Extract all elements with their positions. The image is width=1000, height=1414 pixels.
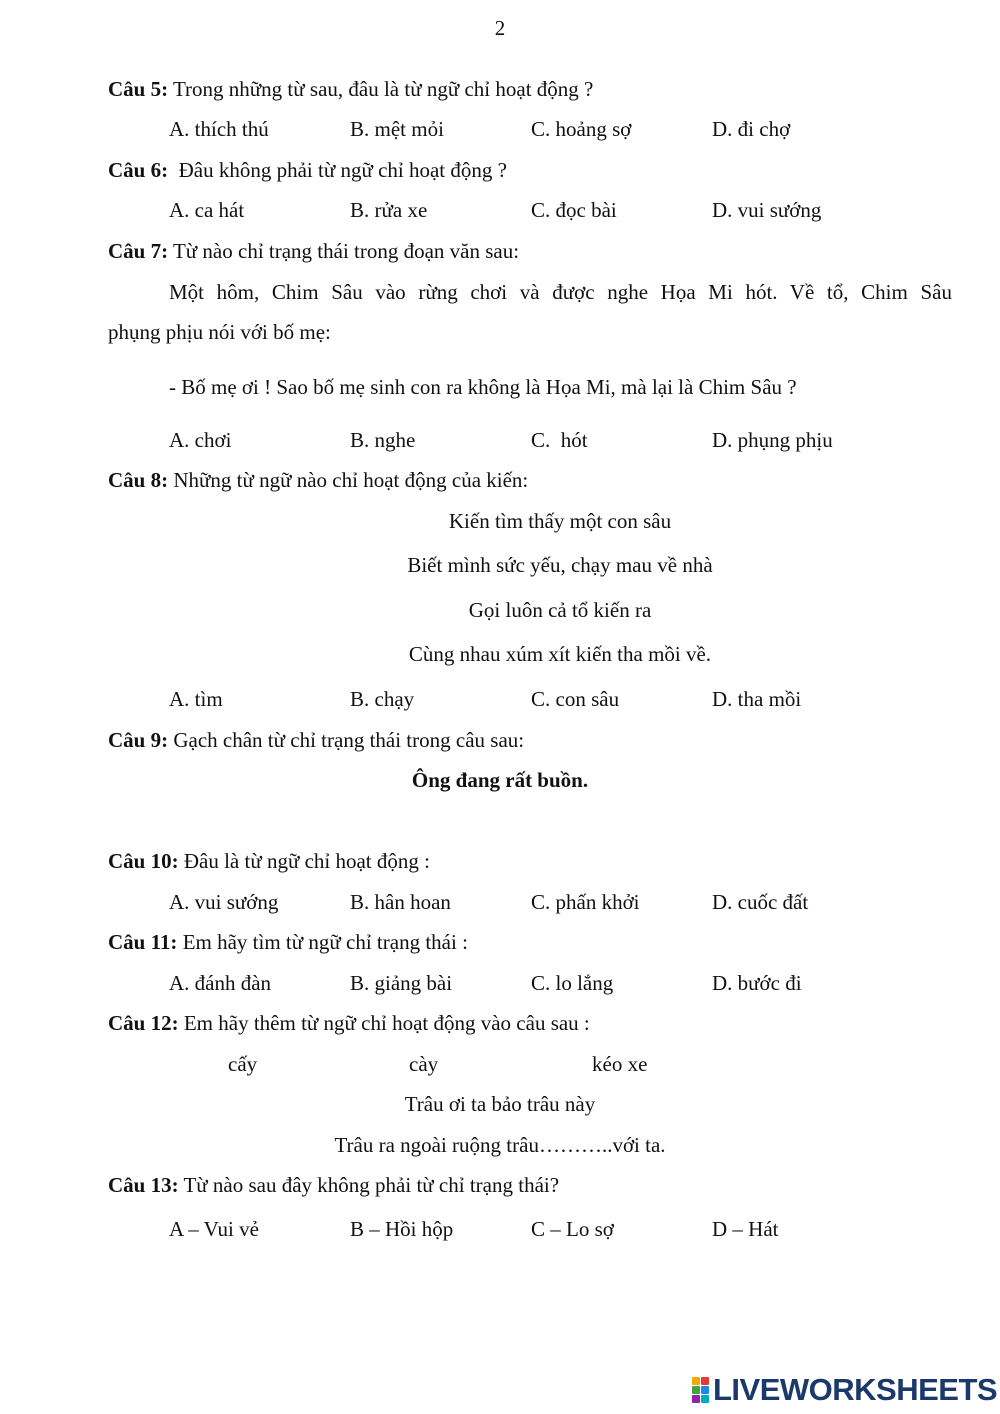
option-b[interactable]: B. hân hoan (350, 890, 451, 914)
logo-text: LIVEWORKSHEETS (713, 1372, 998, 1407)
poem-line: Cùng nhau xúm xít kiến tha mồi về. (408, 642, 712, 666)
target-sentence[interactable]: Ông đang rất buồn. (411, 768, 589, 792)
options-6 (0, 198, 1000, 224)
option-c[interactable]: C. hót (531, 428, 588, 452)
question-12 (108, 1011, 590, 1036)
question-label: Câu 10: (108, 849, 179, 873)
option-b[interactable]: B – Hồi hộp (350, 1217, 454, 1241)
option-a[interactable]: A. thích thú (169, 117, 269, 141)
question-8 (108, 468, 528, 493)
question-label: Câu 5: (108, 77, 169, 101)
question-7 (108, 239, 519, 264)
page-number: 2 (494, 16, 506, 40)
option-a[interactable]: A. vui sướng (169, 890, 279, 914)
word-bank (0, 1052, 1000, 1078)
question-text: Đâu không phải từ ngữ chỉ hoạt động ? (168, 158, 507, 182)
option-d[interactable]: D. đi chợ (712, 117, 791, 141)
poem-line: Trâu ơi ta bảo trâu này (404, 1092, 596, 1116)
options-7 (0, 428, 1000, 454)
word-bank-item[interactable]: kéo xe (592, 1052, 648, 1076)
options-5 (0, 117, 1000, 143)
logo-square (692, 1386, 700, 1394)
question-label: Câu 11: (108, 930, 178, 954)
logo-square (692, 1395, 700, 1403)
option-a[interactable]: A – Vui vẻ (169, 1217, 259, 1241)
option-d[interactable]: D. tha mồi (712, 687, 802, 711)
logo-square (701, 1386, 709, 1394)
options-11 (0, 971, 1000, 997)
question-text: Từ nào sau đây không phải từ chỉ trạng thái? (178, 1173, 560, 1197)
word-bank-item[interactable]: cày (409, 1052, 439, 1076)
question-text: Từ nào chỉ trạng thái trong đoạn văn sau: (168, 239, 520, 263)
question-text: Em hãy tìm từ ngữ chỉ trạng thái : (177, 930, 468, 954)
option-c[interactable]: C – Lo sợ (531, 1217, 614, 1241)
option-d[interactable]: D. vui sướng (712, 198, 822, 222)
option-a[interactable]: A. chơi (169, 428, 232, 452)
logo-square (701, 1395, 709, 1403)
question-text: Em hãy thêm từ ngữ chỉ hoạt động vào câu sau : (178, 1011, 590, 1035)
poem-line: Kiến tìm thấy một con sâu (448, 509, 672, 533)
question-6 (108, 158, 507, 183)
question-text: Trong những từ sau, đâu là từ ngữ chỉ hoạt động ? (168, 77, 594, 101)
option-b[interactable]: B. rửa xe (350, 198, 428, 222)
liveworksheets-logo (692, 1373, 997, 1407)
option-b[interactable]: B. giảng bài (350, 971, 453, 995)
option-b[interactable]: B. chạy (350, 687, 415, 711)
logo-mark-icon (692, 1377, 709, 1403)
options-10 (0, 890, 1000, 916)
option-d[interactable]: D. cuốc đất (712, 890, 809, 914)
option-a[interactable]: A. ca hát (169, 198, 245, 222)
question-label: Câu 9: (108, 728, 169, 752)
question-text: Những từ ngữ nào chỉ hoạt động của kiến: (168, 468, 529, 492)
options-13 (0, 1217, 1000, 1243)
option-c[interactable]: C. hoảng sợ (531, 117, 632, 141)
question-13 (108, 1173, 559, 1198)
poem-line: Biết mình sức yếu, chạy mau về nhà (407, 553, 713, 577)
question-text: Đâu là từ ngữ chỉ hoạt động : (178, 849, 430, 873)
question-label: Câu 7: (108, 239, 169, 263)
option-a[interactable]: A. tìm (169, 687, 223, 711)
option-a[interactable]: A. đánh đàn (169, 971, 272, 995)
question-label: Câu 6: (108, 158, 169, 182)
question-label: Câu 13: (108, 1173, 179, 1197)
word-bank-item[interactable]: cấy (228, 1052, 258, 1076)
question-label: Câu 8: (108, 468, 169, 492)
logo-square (692, 1377, 700, 1385)
option-c[interactable]: C. phấn khởi (531, 890, 640, 914)
option-b[interactable]: B. nghe (350, 428, 416, 452)
option-c[interactable]: C. con sâu (531, 687, 620, 711)
option-c[interactable]: C. lo lắng (531, 971, 614, 995)
fill-blank-line[interactable]: Trâu ra ngoài ruộng trâu………..với ta. (334, 1133, 666, 1157)
option-d[interactable]: D – Hát (712, 1217, 779, 1241)
question-label: Câu 12: (108, 1011, 179, 1035)
question-text: Gạch chân từ chỉ trạng thái trong câu sau: (168, 728, 525, 752)
option-b[interactable]: B. mệt mỏi (350, 117, 444, 141)
poem-line: Gọi luôn cả tổ kiến ra (468, 598, 652, 622)
question-5 (108, 77, 593, 102)
options-8 (0, 687, 1000, 713)
passage-line-2: phụng phịu nói với bố mẹ: (108, 320, 331, 344)
logo-square (701, 1377, 709, 1385)
dialogue-line: - Bố mẹ ơi ! Sao bố mẹ sinh con ra không là Họa Mi, mà lại là Chim Sâu ? (169, 375, 797, 399)
passage-line-1: Một hôm, Chim Sâu vào rừng chơi và được nghe Họa Mi hót. Về tổ, Chim Sâu (169, 280, 952, 304)
option-d[interactable]: D. phụng phịu (712, 428, 833, 452)
question-10 (108, 849, 430, 874)
option-d[interactable]: D. bước đi (712, 971, 802, 995)
question-9 (108, 728, 524, 753)
option-c[interactable]: C. đọc bài (531, 198, 617, 222)
question-11 (108, 930, 468, 955)
